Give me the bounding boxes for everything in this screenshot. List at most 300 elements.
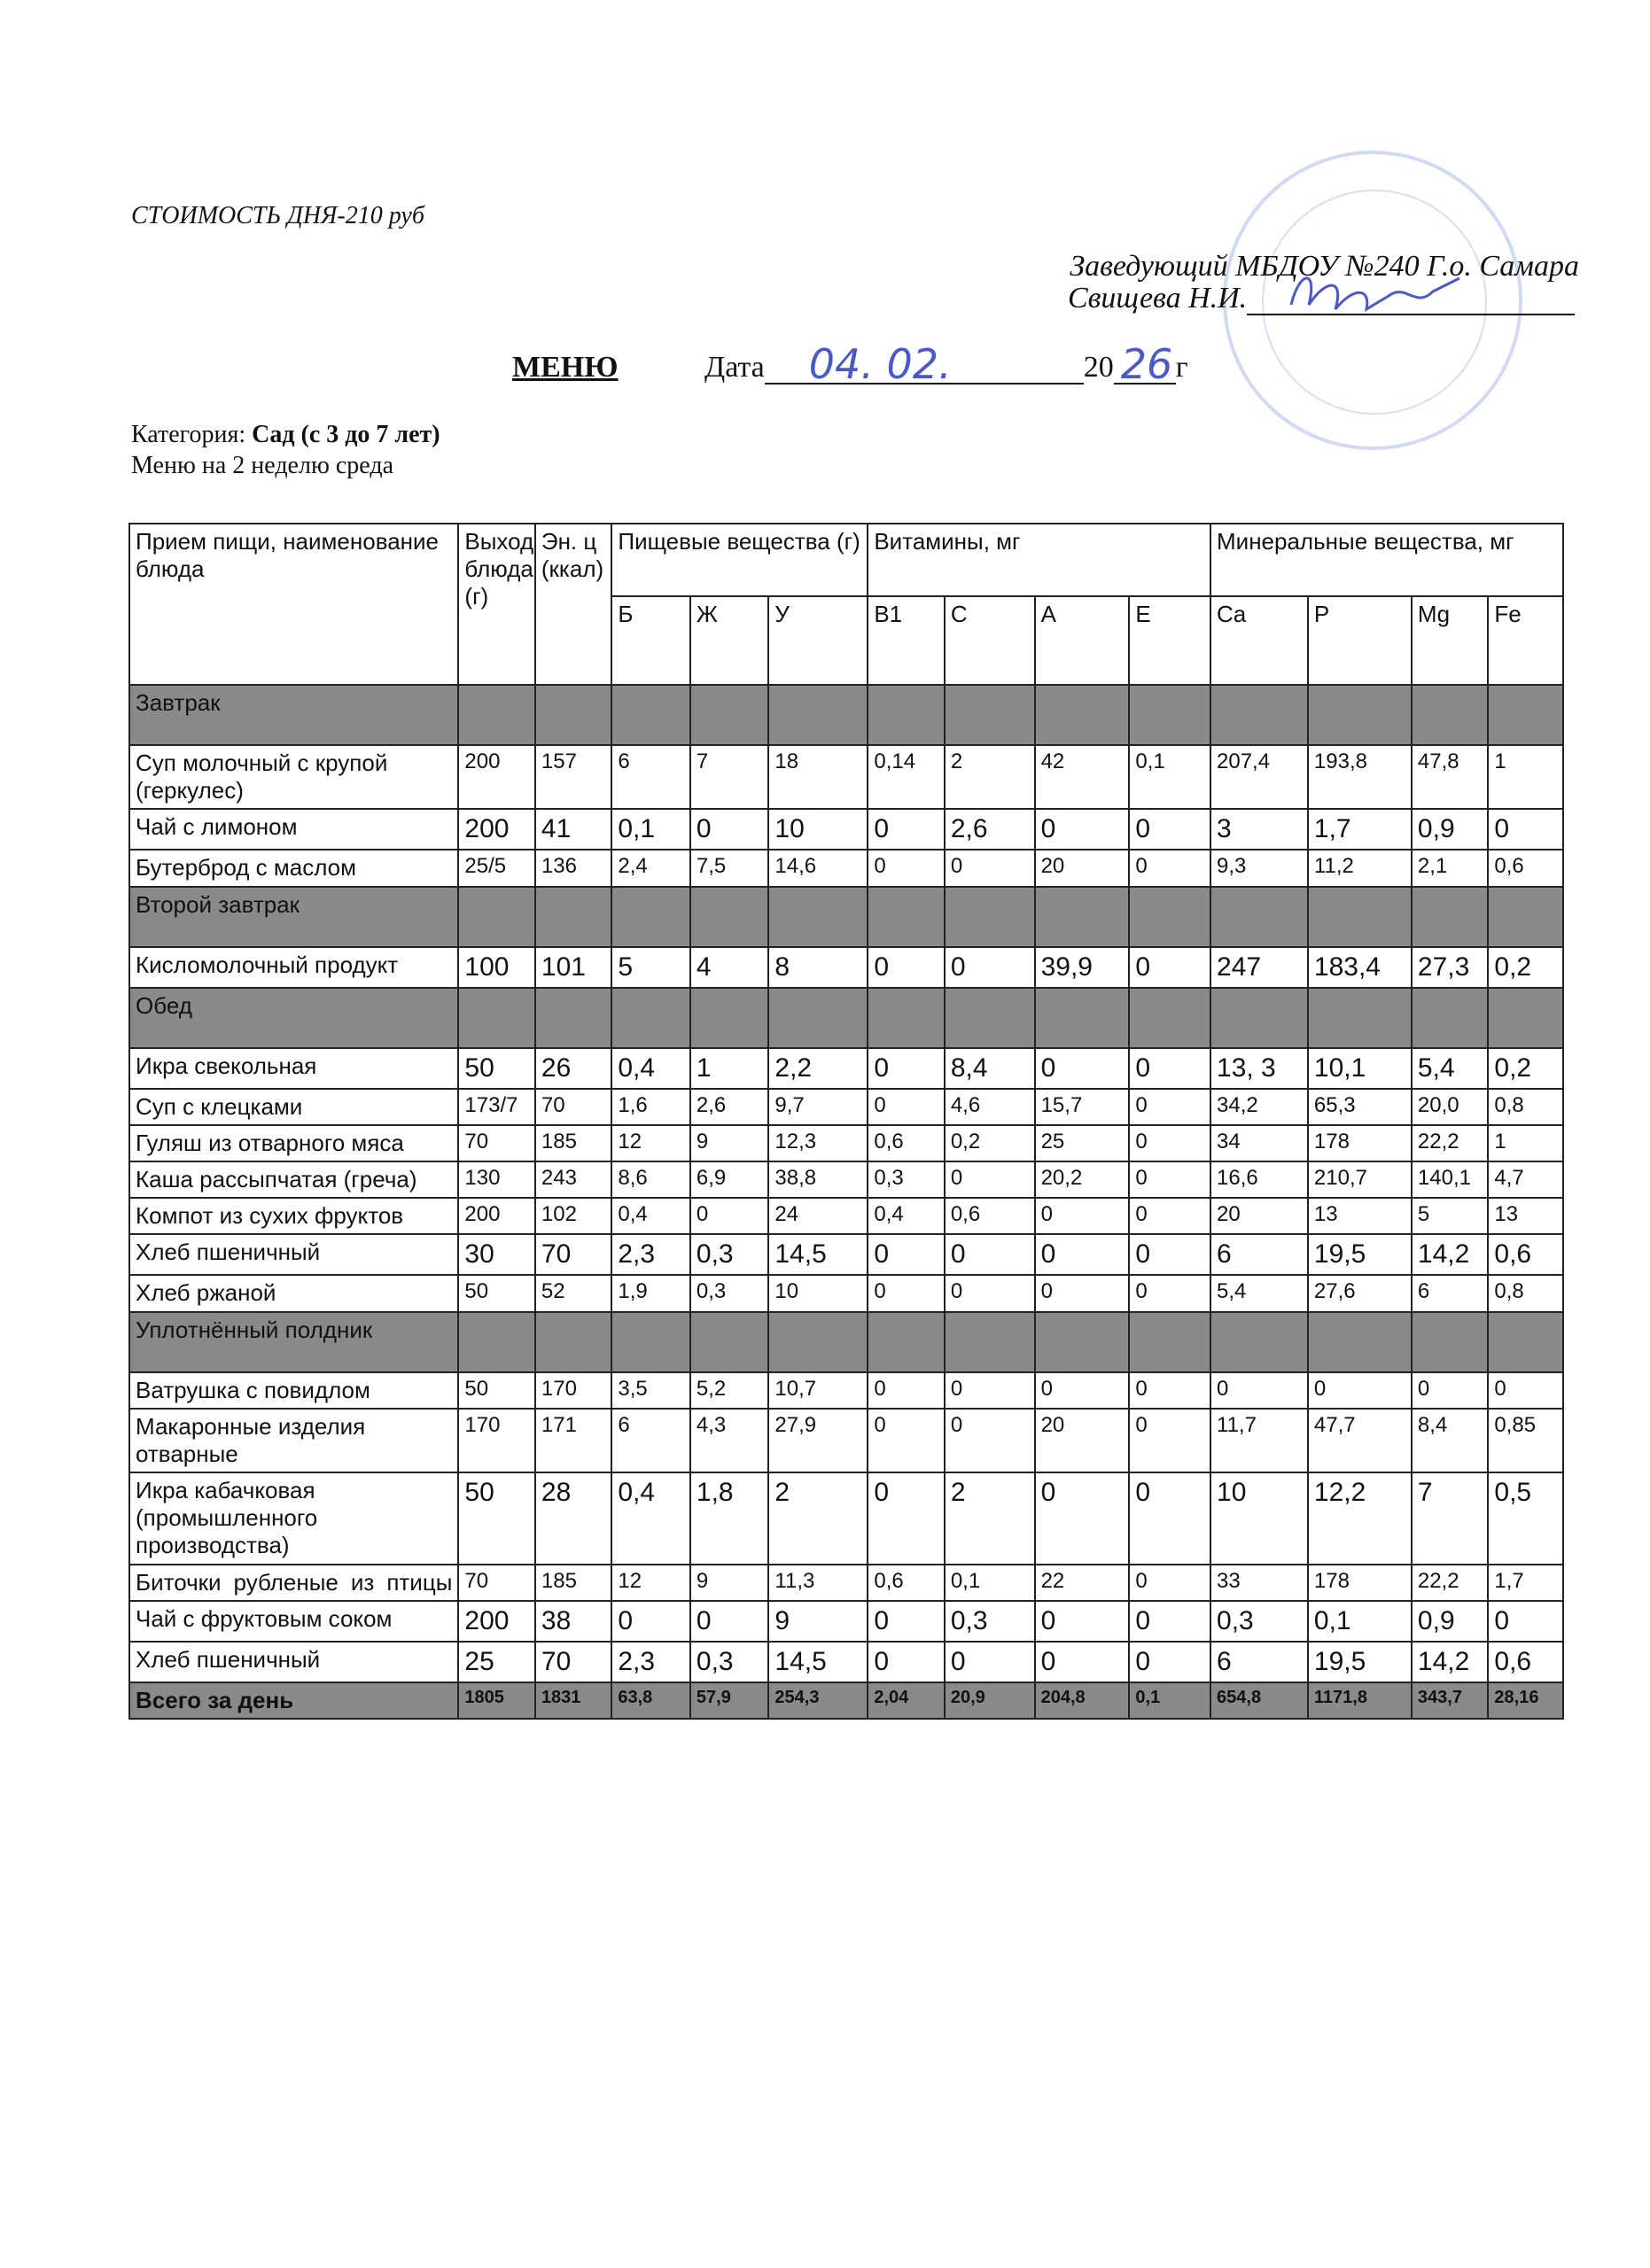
section-cell [1488,988,1563,1048]
section-cell [1035,887,1130,947]
value-cell: 20 [1210,1198,1308,1234]
value-cell: 14,6 [768,850,868,886]
value-cell: 136 [535,850,611,886]
total-value: 63,8 [611,1682,690,1719]
value-cell: 0 [945,1372,1035,1409]
value-cell: 9,3 [1210,850,1308,886]
section-cell [1129,685,1210,745]
value-cell: 7 [690,745,769,809]
value-cell: 0 [868,1089,944,1125]
section-cell [945,887,1035,947]
value-cell: 0,1 [945,1565,1035,1601]
director-signature-line [1068,282,1582,315]
value-cell: 157 [535,745,611,809]
value-cell: 0 [945,850,1035,886]
header-yield: Выход блюда (г) [458,524,534,685]
header-nutrients: Пищевые вещества (г) [611,524,868,596]
section-cell [611,988,690,1048]
value-cell: 8 [768,947,868,988]
dish-name: Суп с клецками [129,1089,458,1125]
section-cell [1129,887,1210,947]
table-row [129,1409,1563,1472]
value-cell: 0 [1129,809,1210,850]
total-value: 1171,8 [1308,1682,1412,1719]
section-row [129,988,1563,1048]
section-cell [611,685,690,745]
subheader-1: Ж [690,596,769,685]
value-cell: 0 [1035,1234,1130,1275]
value-cell: 6 [1210,1642,1308,1682]
value-cell: 25 [458,1642,534,1682]
value-cell: 0 [868,1234,944,1275]
section-cell [458,988,534,1048]
value-cell: 2 [945,1472,1035,1565]
section-cell [1308,887,1412,947]
section-cell [1488,887,1563,947]
date-row [704,340,1188,388]
value-cell: 0 [868,1048,944,1089]
value-cell: 0 [1129,1048,1210,1089]
total-value: 254,3 [768,1682,868,1719]
value-cell: 8,6 [611,1161,690,1198]
value-cell: 50 [458,1048,534,1089]
value-cell: 18 [768,745,868,809]
value-cell: 0 [868,850,944,886]
value-cell: 14,5 [768,1234,868,1275]
value-cell: 34 [1210,1125,1308,1161]
value-cell: 1,7 [1308,809,1412,850]
value-cell: 170 [458,1409,534,1472]
section-name: Второй завтрак [129,887,458,947]
value-cell: 13 [1308,1198,1412,1234]
subheader-6: Е [1129,596,1210,685]
value-cell: 0,3 [1210,1601,1308,1642]
date-field [765,340,1084,388]
section-cell [1308,988,1412,1048]
dish-name: Икра кабачковая (промышленного производства) [129,1472,458,1565]
section-cell [868,988,944,1048]
value-cell: 7 [1412,1472,1488,1565]
value-cell: 20 [1035,1409,1130,1472]
value-cell: 2,6 [945,809,1035,850]
value-cell: 14,2 [1412,1234,1488,1275]
value-cell: 200 [458,809,534,850]
value-cell: 0 [1129,850,1210,886]
value-cell: 0 [1129,1089,1210,1125]
value-cell: 0 [1035,1601,1130,1642]
date-handwritten: 04. 02. [808,340,952,388]
section-cell [768,887,868,947]
section-cell [1488,1312,1563,1372]
section-cell [1210,685,1308,745]
section-row [129,685,1563,745]
table-row [129,809,1563,850]
value-cell: 10 [768,1275,868,1311]
value-cell: 130 [458,1161,534,1198]
value-cell: 3 [1210,809,1308,850]
subheader-3: В1 [868,596,944,685]
value-cell: 0 [868,1275,944,1311]
value-cell: 38,8 [768,1161,868,1198]
value-cell: 70 [535,1234,611,1275]
value-cell: 0 [1035,1642,1130,1682]
value-cell: 41 [535,809,611,850]
value-cell: 1,9 [611,1275,690,1311]
value-cell: 10 [1210,1472,1308,1565]
value-cell: 0,85 [1488,1409,1563,1472]
subheader-9: Mg [1412,596,1488,685]
value-cell: 20 [1035,850,1130,886]
section-cell [458,685,534,745]
section-cell [535,988,611,1048]
table-row [129,1472,1563,1565]
value-cell: 50 [458,1372,534,1409]
value-cell: 0 [1129,947,1210,988]
dish-name: Биточки рубленые из птицы [129,1565,458,1601]
value-cell: 0,1 [611,809,690,850]
value-cell: 1,8 [690,1472,769,1565]
section-cell [1035,685,1130,745]
value-cell: 39,9 [1035,947,1130,988]
dish-name: Макаронные изделия отварные [129,1409,458,1472]
section-cell [690,887,769,947]
section-cell [945,1312,1035,1372]
value-cell: 0 [945,1275,1035,1311]
category-value: Сад (с 3 до 7 лет) [252,421,440,448]
value-cell: 9 [690,1565,769,1601]
value-cell: 170 [535,1372,611,1409]
value-cell: 0 [690,1601,769,1642]
value-cell: 0 [1035,1198,1130,1234]
value-cell: 0,9 [1412,809,1488,850]
value-cell: 8,4 [945,1048,1035,1089]
value-cell: 3,5 [611,1372,690,1409]
dish-name: Гуляш из отварного мяса [129,1125,458,1161]
subheader-4: С [945,596,1035,685]
value-cell: 27,3 [1412,947,1488,988]
value-cell: 0 [1129,1234,1210,1275]
value-cell: 5,4 [1412,1048,1488,1089]
section-cell [1210,887,1308,947]
section-cell [1412,988,1488,1048]
value-cell: 0,6 [1488,1234,1563,1275]
total-value: 654,8 [1210,1682,1308,1719]
value-cell: 1,7 [1488,1565,1563,1601]
value-cell: 0,2 [945,1125,1035,1161]
value-cell: 11,3 [768,1565,868,1601]
value-cell: 0 [1129,1472,1210,1565]
value-cell: 200 [458,745,534,809]
value-cell: 0 [1035,1275,1130,1311]
value-cell: 4,7 [1488,1161,1563,1198]
section-cell [945,685,1035,745]
value-cell: 0,1 [1308,1601,1412,1642]
total-label: Всего за день [129,1682,458,1719]
section-cell [458,1312,534,1372]
value-cell: 42 [1035,745,1130,809]
value-cell: 2,2 [768,1048,868,1089]
total-value: 1805 [458,1682,534,1719]
subheader-0: Б [611,596,690,685]
total-value: 204,8 [1035,1682,1130,1719]
value-cell: 0 [945,947,1035,988]
section-cell [1488,685,1563,745]
value-cell: 25 [1035,1125,1130,1161]
value-cell: 5 [1412,1198,1488,1234]
total-value: 343,7 [1412,1682,1488,1719]
section-cell [1308,685,1412,745]
value-cell: 0 [1210,1372,1308,1409]
value-cell: 0 [1129,1642,1210,1682]
value-cell: 2 [945,745,1035,809]
section-cell [1210,1312,1308,1372]
value-cell: 0,8 [1488,1089,1563,1125]
value-cell: 0,5 [1488,1472,1563,1565]
dish-name: Чай с фруктовым соком [129,1601,458,1642]
value-cell: 30 [458,1234,534,1275]
value-cell: 0 [1129,1601,1210,1642]
value-cell: 247 [1210,947,1308,988]
section-cell [611,1312,690,1372]
value-cell: 207,4 [1210,745,1308,809]
value-cell: 0,9 [1412,1601,1488,1642]
section-cell [535,685,611,745]
week-line: Меню на 2 неделю среда [131,452,394,479]
section-name: Уплотнённый полдник [129,1312,458,1372]
value-cell: 38 [535,1601,611,1642]
value-cell: 178 [1308,1565,1412,1601]
value-cell: 2,4 [611,850,690,886]
value-cell: 0 [868,1642,944,1682]
value-cell: 0,6 [868,1125,944,1161]
table-row [129,1089,1563,1125]
table-row [129,1048,1563,1089]
value-cell: 14,5 [768,1642,868,1682]
value-cell: 6 [1210,1234,1308,1275]
section-cell [1412,887,1488,947]
value-cell: 0,1 [1129,745,1210,809]
value-cell: 0,6 [868,1565,944,1601]
value-cell: 50 [458,1275,534,1311]
value-cell: 1,6 [611,1089,690,1125]
value-cell: 0 [868,1601,944,1642]
value-cell: 19,5 [1308,1234,1412,1275]
table-row [129,850,1563,886]
value-cell: 0 [945,1161,1035,1198]
value-cell: 2 [768,1472,868,1565]
section-cell [768,685,868,745]
value-cell: 25/5 [458,850,534,886]
value-cell: 12 [611,1565,690,1601]
value-cell: 2,6 [690,1089,769,1125]
value-cell: 0,4 [611,1472,690,1565]
value-cell: 0 [1308,1372,1412,1409]
value-cell: 100 [458,947,534,988]
section-cell [690,685,769,745]
value-cell: 0,3 [690,1275,769,1311]
value-cell: 0 [690,1198,769,1234]
value-cell: 0,3 [945,1601,1035,1642]
value-cell: 0 [868,1372,944,1409]
value-cell: 0 [690,809,769,850]
header-energy: Эн. ц (ккал) [535,524,611,685]
value-cell: 11,7 [1210,1409,1308,1472]
value-cell: 8,4 [1412,1409,1488,1472]
value-cell: 0 [945,1234,1035,1275]
value-cell: 0 [945,1409,1035,1472]
value-cell: 5,2 [690,1372,769,1409]
section-cell [768,1312,868,1372]
value-cell: 0 [1129,1125,1210,1161]
value-cell: 13, 3 [1210,1048,1308,1089]
table-row [129,1198,1563,1234]
section-cell [1308,1312,1412,1372]
value-cell: 0,6 [1488,1642,1563,1682]
dish-name: Бутерброд с маслом [129,850,458,886]
value-cell: 0 [1129,1275,1210,1311]
value-cell: 27,6 [1308,1275,1412,1311]
value-cell: 70 [458,1125,534,1161]
year-handwritten: 26 [1120,340,1173,388]
section-cell [535,1312,611,1372]
value-cell: 200 [458,1601,534,1642]
value-cell: 1 [1488,1125,1563,1161]
value-cell: 171 [535,1409,611,1472]
value-cell: 0,14 [868,745,944,809]
value-cell: 65,3 [1308,1089,1412,1125]
signature-line [1247,287,1575,315]
day-cost: СТОИМОСТЬ ДНЯ-210 руб [131,202,424,229]
value-cell: 0 [1129,1409,1210,1472]
dish-name: Чай с лимоном [129,809,458,850]
total-value: 0,1 [1129,1682,1210,1719]
value-cell: 0,6 [1488,850,1563,886]
value-cell: 0 [1488,1372,1563,1409]
value-cell: 47,7 [1308,1409,1412,1472]
value-cell: 11,2 [1308,850,1412,886]
value-cell: 0 [611,1601,690,1642]
value-cell: 2,3 [611,1234,690,1275]
section-cell [1412,1312,1488,1372]
section-cell [1035,988,1130,1048]
section-cell [535,887,611,947]
year-field [1114,340,1176,388]
value-cell: 0 [945,1642,1035,1682]
signature [1282,260,1477,322]
value-cell: 70 [535,1642,611,1682]
value-cell: 6,9 [690,1161,769,1198]
value-cell: 16,6 [1210,1161,1308,1198]
dish-name: Хлеб пшеничный [129,1642,458,1682]
value-cell: 0,2 [1488,1048,1563,1089]
section-cell [690,988,769,1048]
table-row [129,1565,1563,1601]
subheader-8: P [1308,596,1412,685]
dish-name: Хлеб ржаной [129,1275,458,1311]
section-cell [690,1312,769,1372]
value-cell: 28 [535,1472,611,1565]
category-line [131,421,440,449]
section-cell [1412,685,1488,745]
menu-title: МЕНЮ [512,351,619,384]
value-cell: 70 [458,1565,534,1601]
header-minerals: Минеральные вещества, мг [1210,524,1563,596]
year-suffix: г [1175,351,1188,384]
total-row [129,1682,1563,1719]
value-cell: 70 [535,1089,611,1125]
value-cell: 0,8 [1488,1275,1563,1311]
section-row [129,1312,1563,1372]
value-cell: 0 [868,1409,944,1472]
value-cell: 14,2 [1412,1642,1488,1682]
value-cell: 0,4 [611,1048,690,1089]
total-value: 2,04 [868,1682,944,1719]
header-vitamins: Витамины, мг [868,524,1210,596]
value-cell: 102 [535,1198,611,1234]
subheader-10: Fe [1488,596,1563,685]
subheader-2: У [768,596,868,685]
table-row [129,1275,1563,1311]
value-cell: 4 [690,947,769,988]
value-cell: 10 [768,809,868,850]
value-cell: 185 [535,1125,611,1161]
value-cell: 10,1 [1308,1048,1412,1089]
director-title: Заведующий МБДОУ №240 Г.о. Самара [1070,250,1579,283]
section-name: Обед [129,988,458,1048]
subheader-7: Ca [1210,596,1308,685]
table-row [129,745,1563,809]
dish-name: Компот из сухих фруктов [129,1198,458,1234]
value-cell: 0,3 [690,1642,769,1682]
value-cell: 0 [1035,1372,1130,1409]
table-row [129,1125,1563,1161]
value-cell: 0 [1129,1372,1210,1409]
value-cell: 0 [868,809,944,850]
section-cell [1035,1312,1130,1372]
value-cell: 140,1 [1412,1161,1488,1198]
value-cell: 12,2 [1308,1472,1412,1565]
menu-table [128,523,1564,1720]
value-cell: 4,6 [945,1089,1035,1125]
value-cell: 6 [1412,1275,1488,1311]
value-cell: 2,1 [1412,850,1488,886]
value-cell: 0,2 [1488,947,1563,988]
total-value: 20,9 [945,1682,1035,1719]
director-name: Свищева Н.И. [1068,282,1248,315]
value-cell: 13 [1488,1198,1563,1234]
value-cell: 101 [535,947,611,988]
value-cell: 15,7 [1035,1089,1130,1125]
total-value: 1831 [535,1682,611,1719]
section-cell [868,887,944,947]
dish-name: Суп молочный с крупой (геркулес) [129,745,458,809]
value-cell: 0 [1129,1161,1210,1198]
value-cell: 185 [535,1565,611,1601]
table-row [129,947,1563,988]
value-cell: 1 [1488,745,1563,809]
value-cell: 173/7 [458,1089,534,1125]
table-row [129,1161,1563,1198]
value-cell: 0,4 [868,1198,944,1234]
value-cell: 0,6 [945,1198,1035,1234]
value-cell: 9 [768,1601,868,1642]
value-cell: 5,4 [1210,1275,1308,1311]
section-cell [611,887,690,947]
section-cell [1129,988,1210,1048]
section-cell [768,988,868,1048]
value-cell: 22 [1035,1565,1130,1601]
value-cell: 6 [611,745,690,809]
